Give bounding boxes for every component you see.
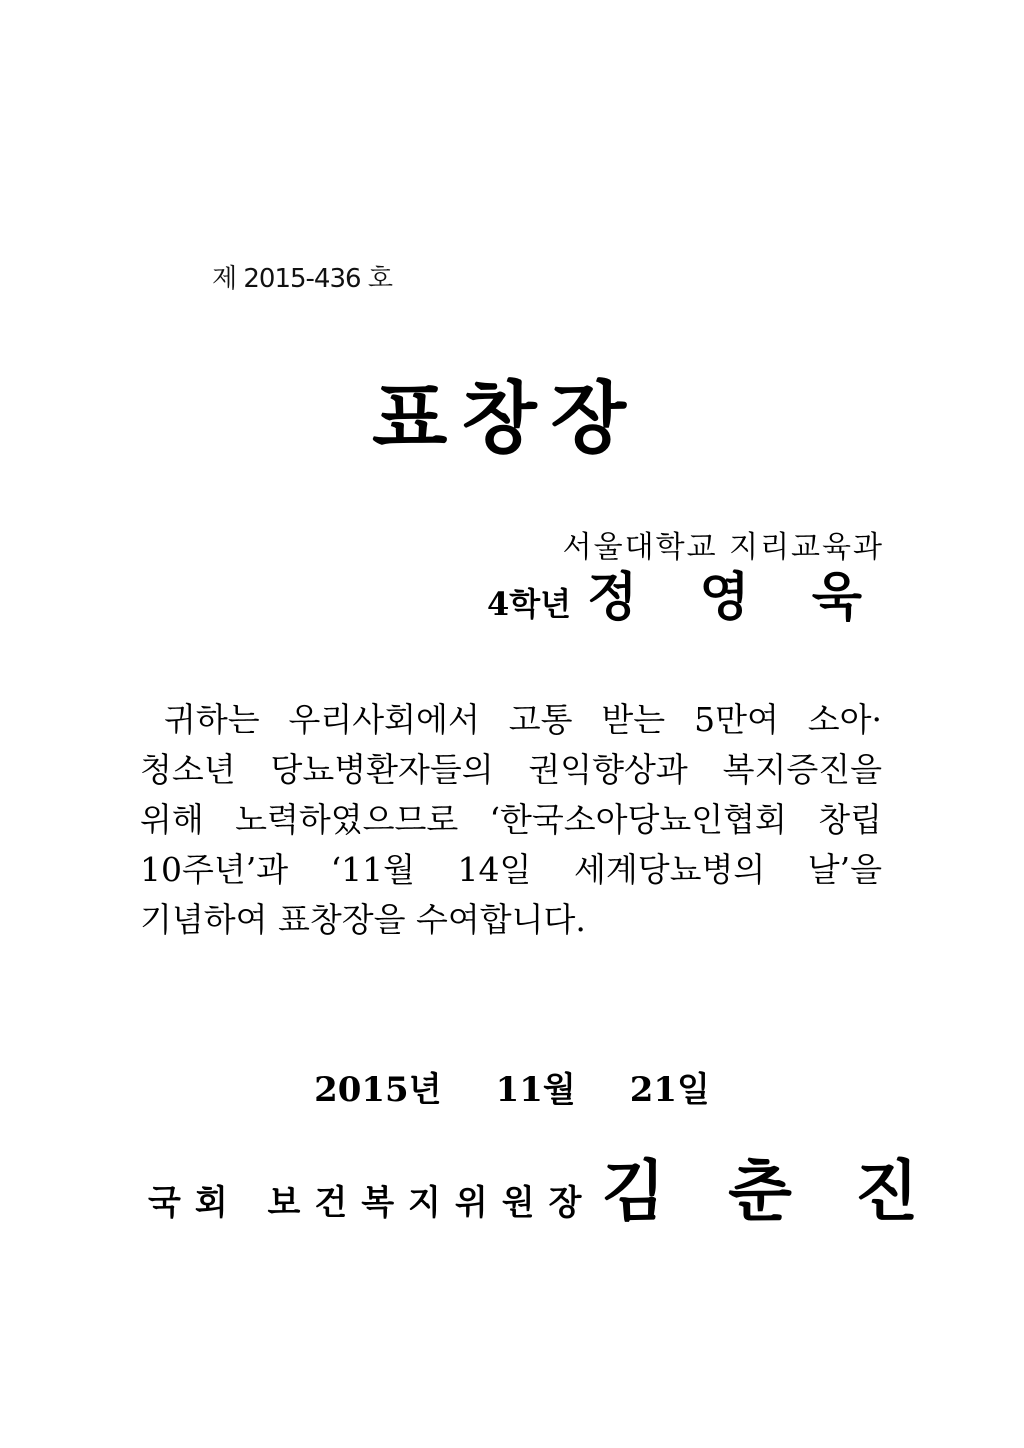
issue-date-year: 2015년 xyxy=(314,1070,442,1110)
issue-date-day: 21일 xyxy=(629,1070,710,1110)
certificate-body xyxy=(140,695,882,945)
issue-date xyxy=(0,1062,1024,1111)
issue-date-month: 11월 xyxy=(495,1070,576,1110)
recipient-line xyxy=(487,567,884,628)
recipient-grade: 4학년 xyxy=(487,585,572,623)
issuer-title: 국회 보건복지위원장 xyxy=(148,1183,596,1223)
certificate-body-text: 귀하는 우리사회에서 고통 받는 5만여 소아·청소년 당뇨병환자들의 권익향상과 복지증진을 위해 노력하였으므로 ‘한국소아당뇨인협회 창립 10주년’과 ‘11월 14일 세계당뇨병의 날’을 기념하여 표창장을 수여합니다. xyxy=(140,700,882,939)
recipient-name: 정 영 욱 xyxy=(587,567,884,628)
certificate-title: 표창장 xyxy=(372,373,641,464)
recipient-department: 서울대학교 지리교육과 xyxy=(562,530,884,565)
issuer-name: 김 춘 진 xyxy=(601,1152,939,1230)
issuer-line xyxy=(148,1152,939,1230)
certificate-number: 제 2015-436 호 xyxy=(212,264,392,294)
